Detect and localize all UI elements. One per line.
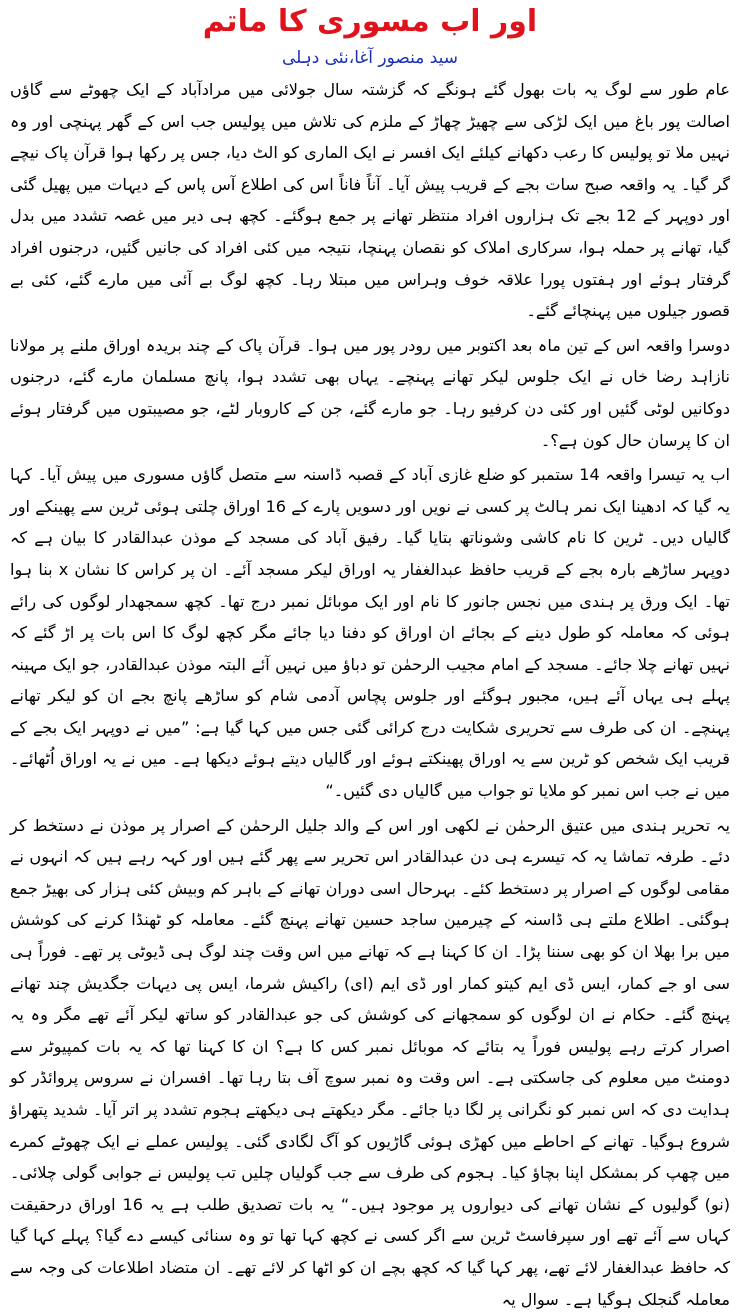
article-paragraph: یہ تحریر ہندی میں عتیق الرحمٰن نے لکھی اور اس کے والد جلیل الرحمٰن کے اصرار پر موذن نے دستخط کر دئے۔ طرفہ تماشا یہ کہ تیسرے ہی دن عبدالقادر اس تحریر سے پھر گئے ہیں اور کہہ رہے ہیں کہ انہوں نے مقامی لوگوں کے اصرار پر دستخط کئے۔ بہرحال اسی دوران تھانے کے باہر کم وبیش کئی ہزار کی بھیڑ جمع ہوگئی۔ اطلاع ملتے ہی ڈاسنہ کے چیرمین ساجد حسین تھانے پہنچ گئے۔ معاملہ کو ٹھنڈا کرنے کی کوشش میں برا بھلا ان کو بھی سننا پڑا۔ ان کا کہنا ہے کہ تھانے میں اس وقت چند لوگ ہی ڈیوٹی پر تھے۔ فوراً ہی سی او جے کمار، ایس ڈی ایم کیتو کمار اور ڈی ایم (ای) راکیش شرما، ایس پی دیہات جگدیش چند تھانے پہنچ گئے۔ حکام نے ان لوگوں کو سمجھانے کی کوشش کی جو عبدالقادر کو ساتھ لیکر آئے تھے مگر وہ یہ اصرار کرتے رہے پولیس فوراً یہ بتائے کہ موبائل نمبر کس کا ہے؟ ان کا کہنا تھا کہ یہ بات کمپیوٹر سے دومنٹ میں معلوم کی جاسکتی ہے۔ اس وقت وہ نمبر سوچ آف بتا رہا تھا۔ افسران نے سروس پروائڈر کو ہدایت دی کہ اس نمبر کو نگرانی پر لگا دیا جائے۔ مگر دیکھتے ہی دیکھتے ہجوم تشدد پر اتر آیا۔ شدید پتھراؤ شروع ہوگیا۔ تھانے کے احاطے میں کھڑی ہوئی گاڑیوں کو آگ لگادی گئی۔ پولیس عملے نے ایک چھوٹے کمرے میں چھپ کر بمشکل اپنا بچاؤ کیا۔ ہجوم کی طرف سے جب گولیاں چلیں تب پولیس نے جوابی گولی چلائی۔ (نو) گولیوں کے نشان تھانے کی دیواروں پر موجود ہیں۔“ یہ بات تصدیق طلب ہے یہ 16 اوراق درحقیقت کہاں سے آئے تھے اور سپرفاسٹ ٹرین سے اگر کسی نے کچھ کہا تھا تو وہ سنائی کیسے دے گیا؟ پہلے کہا گیا کہ حافظ عبدالغفار لائے تھے، پھر کہا گیا کہ کچھ بچے ان کو اٹھا کر لائے تھے۔ ان متضاد اطلاعات کی وجہ سے معاملہ گنجلک ہوگیا ہے۔ سوال یہ	[10, 815, 730, 1309]
article-body	[10, 74, 730, 1315]
article-paragraph: اب یہ تیسرا واقعہ 14 ستمبر کو ضلع غازی آباد کے قصبہ ڈاسنہ سے متصل گاؤں مسوری میں پیش آیا۔ کہا یہ گیا کہ ادھینا ایک نمر ہالٹ پر کسی نے نویں اور دسویں پارے کے 16 اوراق چلتی ہوئی ٹرین سے پھینکے اور گالیاں دیں۔ ٹرین کا نام کاشی وشوناتھ بتایا گیا۔ رفیق آباد کی مسجد کے موذن عبدالقادر کا بیان ہے کہ دوپہر ساڑھے بارہ بجے کے قریب حافظ عبدالغفار یہ اوراق لیکر مسجد آئے۔ ان پر کراس کا نشان x بنا ہوا تھا۔ ایک ورق پر ہندی میں نجس جانور کا نام اور ایک موبائل نمبر درج تھا۔ کچھ سمجھدار لوگوں کی رائے ہوئی کہ معاملہ کو طول دینے کے بجائے ان اوراق کو دفنا دیا جائے مگر کچھ لوگ کا اس بات پر اڑ گئے کہ نہیں تھانے چلا جائے۔ مسجد کے امام مجیب الرحمٰن تو دباؤ میں نہیں آئے البتہ موذن عبدالقادر، جو ایک مہینہ پہلے ہی یہاں آئے ہیں، مجبور ہوگئے اور جلوس پچاس آدمی شام کو ساڑھے پانچ بجے ان کو لیکر تھانے پہنچے۔ ان کی طرف سے تحریری شکایت درج کرائی گئی جس میں کہا گیا ہے: ”میں نے دوپہر ایک بجے کے قریب ایک شخص کو ٹرین سے یہ اوراق پھینکتے ہوئے اور گالیاں دیتے ہوئے دیکھا ہے۔ میں نے یہ اوراق اُٹھائے۔ میں نے جب اس نمبر کو ملایا تو جواب میں گالیاں دی گئیں۔“	[10, 465, 731, 801]
article-paragraph: عام طور سے لوگ یہ بات بھول گئے ہونگے کہ گزشتہ سال جولائی میں مرادآباد کے ایک چھوٹے سے گاؤں اصالت پور باغ میں ایک لڑکی سے چھیڑ چھاڑ کے ملزم کی تلاش میں پولیس جب اس کے گھر پہنچی اور وہ نہیں ملا تو پولیس کا رعب دکھانے کیلئے ایک افسر نے ایک الماری کو الٹ دیا، جس پر رکھا ہوا قرآن پاک نیچے گر گیا۔ یہ واقعہ صبح سات بجے کے قریب پیش آیا۔ آناً فاناً اس کی اطلاع آس پاس کے دیہات میں پھیل گئی اور دوپہر کے 12 بجے تک ہزاروں افراد منتظر تھانے پر جمع ہوگئے۔ کچھ ہی دیر میں غصہ تشدد میں بدل گیا، تھانے پر حملہ ہوا، سرکاری املاک کو نقصان پہنچا، نتیجہ میں کئی افراد کی جانیں گئیں، درجنوں افراد گرفتار ہوئے اور ہفتوں پورا علاقہ خوف وہراس میں مبتلا رہا۔ کچھ لوگ بے آئی میں مارے گئے، کئی بے قصور جیلوں میں پہنچائے گئے۔	[10, 80, 730, 321]
article-paragraph: دوسرا واقعہ اس کے تین ماہ بعد اکتوبر میں رودر پور میں ہوا۔ قرآن پاک کے چند بریدہ اوراق ملنے پر مولانا نازاہد رضا خاں نے ایک جلوس لیکر تھانے پہنچے۔ یہاں بھی تشدد ہوا، پانچ مسلمان مارے گئے، درجنوں دوکانیں لوٹی گئیں اور کئی دن کرفیو رہا۔ جو مارے گئے، جن کے کاروبار لٹے، جو مصیبتوں میں گرفتار ہوئے ان کا پرسان حال کون ہے؟۔	[10, 335, 730, 450]
article-byline: سید منصور آغا،نئی دہلی	[281, 48, 459, 68]
article-title: اور اب مسوری کا ماتم	[202, 4, 538, 39]
